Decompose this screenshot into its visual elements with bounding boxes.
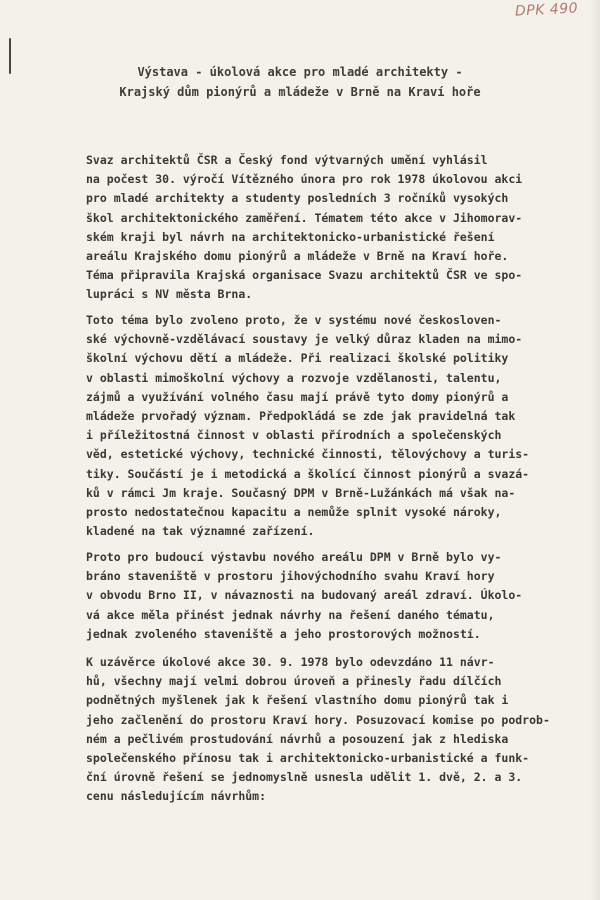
text-line: společenského přínosu tak i architektonicko-urbanistické a funk- xyxy=(86,751,530,766)
text-line: K uzávěrce úkolové akce 30. 9. 1978 bylo odevzdáno 11 návr- xyxy=(86,655,495,669)
text-line: škol architektonického zaměření. Tématem této akce v Jihomorav- xyxy=(86,210,523,225)
text-line: hů, všechny mají velmi dobrou úroveň a přinesly řadu dílčích xyxy=(86,674,502,689)
text-line: i příležitostná činnost v oblasti přírodních a společenských xyxy=(86,428,502,443)
text-line: vá akce měla přinést jednak návrhy na řešení daného tématu, xyxy=(86,607,495,622)
text-line: na počest 30. výročí Vítězného února pro rok 1978 úkolovou akci xyxy=(86,172,523,187)
text-line: prosto nedostatečnou kapacitu a nemůže splnit vysoké nároky, xyxy=(86,505,502,520)
title-line: Výstava - úkolová akce pro mladé architekty - xyxy=(137,65,463,79)
text-line: zájmů a využívání volného času mají právě tyto domy pionýrů a xyxy=(86,389,509,404)
page-edge-shadow xyxy=(590,0,600,900)
text-line: ků v rámci Jm kraje. Současný DPM v Brně-Lužánkách má však na- xyxy=(86,485,516,500)
text-line: bráno staveniště v prostoru jihovýchodního svahu Kraví hory xyxy=(86,569,495,584)
text-line: ském kraji byl návrh na architektonicko-urbanistické řešení xyxy=(86,229,495,244)
text-line: jednak zvoleného staveniště a jeho prostorových možností. xyxy=(86,626,481,641)
text-line: Svaz architektů ČSR a Český fond výtvarných umění vyhlásil xyxy=(86,153,488,167)
text-line: v oblasti mimoškolní výchovy a rozvoje vzdělanosti, talentu, xyxy=(86,370,502,385)
text-line: tiky. Součástí je i metodická a školící činnost pionýrů a svazá- xyxy=(86,466,530,481)
text-line: lupráci s NV města Brna. xyxy=(86,287,253,302)
paragraph-4 xyxy=(86,653,566,807)
text-line: Proto pro budoucí výstavbu nového areálu DPM v Brně bylo vy- xyxy=(86,550,502,564)
text-line: ské výchovně-vzdělávací soustavy je velký důraz kladen na mimo- xyxy=(86,332,523,347)
paragraph-1 xyxy=(86,151,566,305)
text-line: cenu následujícím návrhům: xyxy=(86,789,267,804)
margin-pen-mark xyxy=(9,38,11,74)
text-line: mládeže prvořadý význam. Předpokládá se zde jak pravidelná tak xyxy=(86,409,516,424)
text-line: Toto téma bylo zvoleno proto, že v systému nové českosloven- xyxy=(86,313,502,327)
paragraph-3 xyxy=(86,548,566,644)
text-line: Téma připravila Krajská organisace Svazu architektů ČSR ve spo- xyxy=(86,268,523,283)
text-line: ční úrovně řešení se jednomyslně usnesla udělit 1. dvě, 2. a 3. xyxy=(86,770,523,785)
text-line: pro mladé architekty a studenty posledních 3 ročníků vysokých xyxy=(86,191,509,206)
document-title xyxy=(100,62,500,102)
text-line: v obvodu Brno II, v návaznosti na budovaný areál zdraví. Úkolo- xyxy=(86,588,523,603)
text-line: věd, estetické výchovy, technické činnosti, tělovýchovy a turis- xyxy=(86,447,530,462)
text-line: ném a pečlivém prostudování návrhů a posouzení jak z hlediska xyxy=(86,731,509,746)
title-line: Krajský dům pionýrů a mládeže v Brně na Kraví hoře xyxy=(119,85,481,99)
text-line: jeho začlenění do prostoru Kraví hory. Posuzovací komise po podrob- xyxy=(86,712,550,727)
paragraph-2 xyxy=(86,311,566,541)
text-line: areálu Krajského domu pionýrů a mládeže v Brně na Kraví hoře. xyxy=(86,249,509,264)
text-line: školní výchovu dětí a mládeže. Při realizaci školské politiky xyxy=(86,351,509,366)
text-line: podnětných myšlenek jak k řešení vlastního domu pionýrů tak i xyxy=(86,693,509,708)
text-line: kladené na tak významné zařízení. xyxy=(86,524,315,539)
handwritten-annotation: DPK 490 xyxy=(514,0,579,20)
